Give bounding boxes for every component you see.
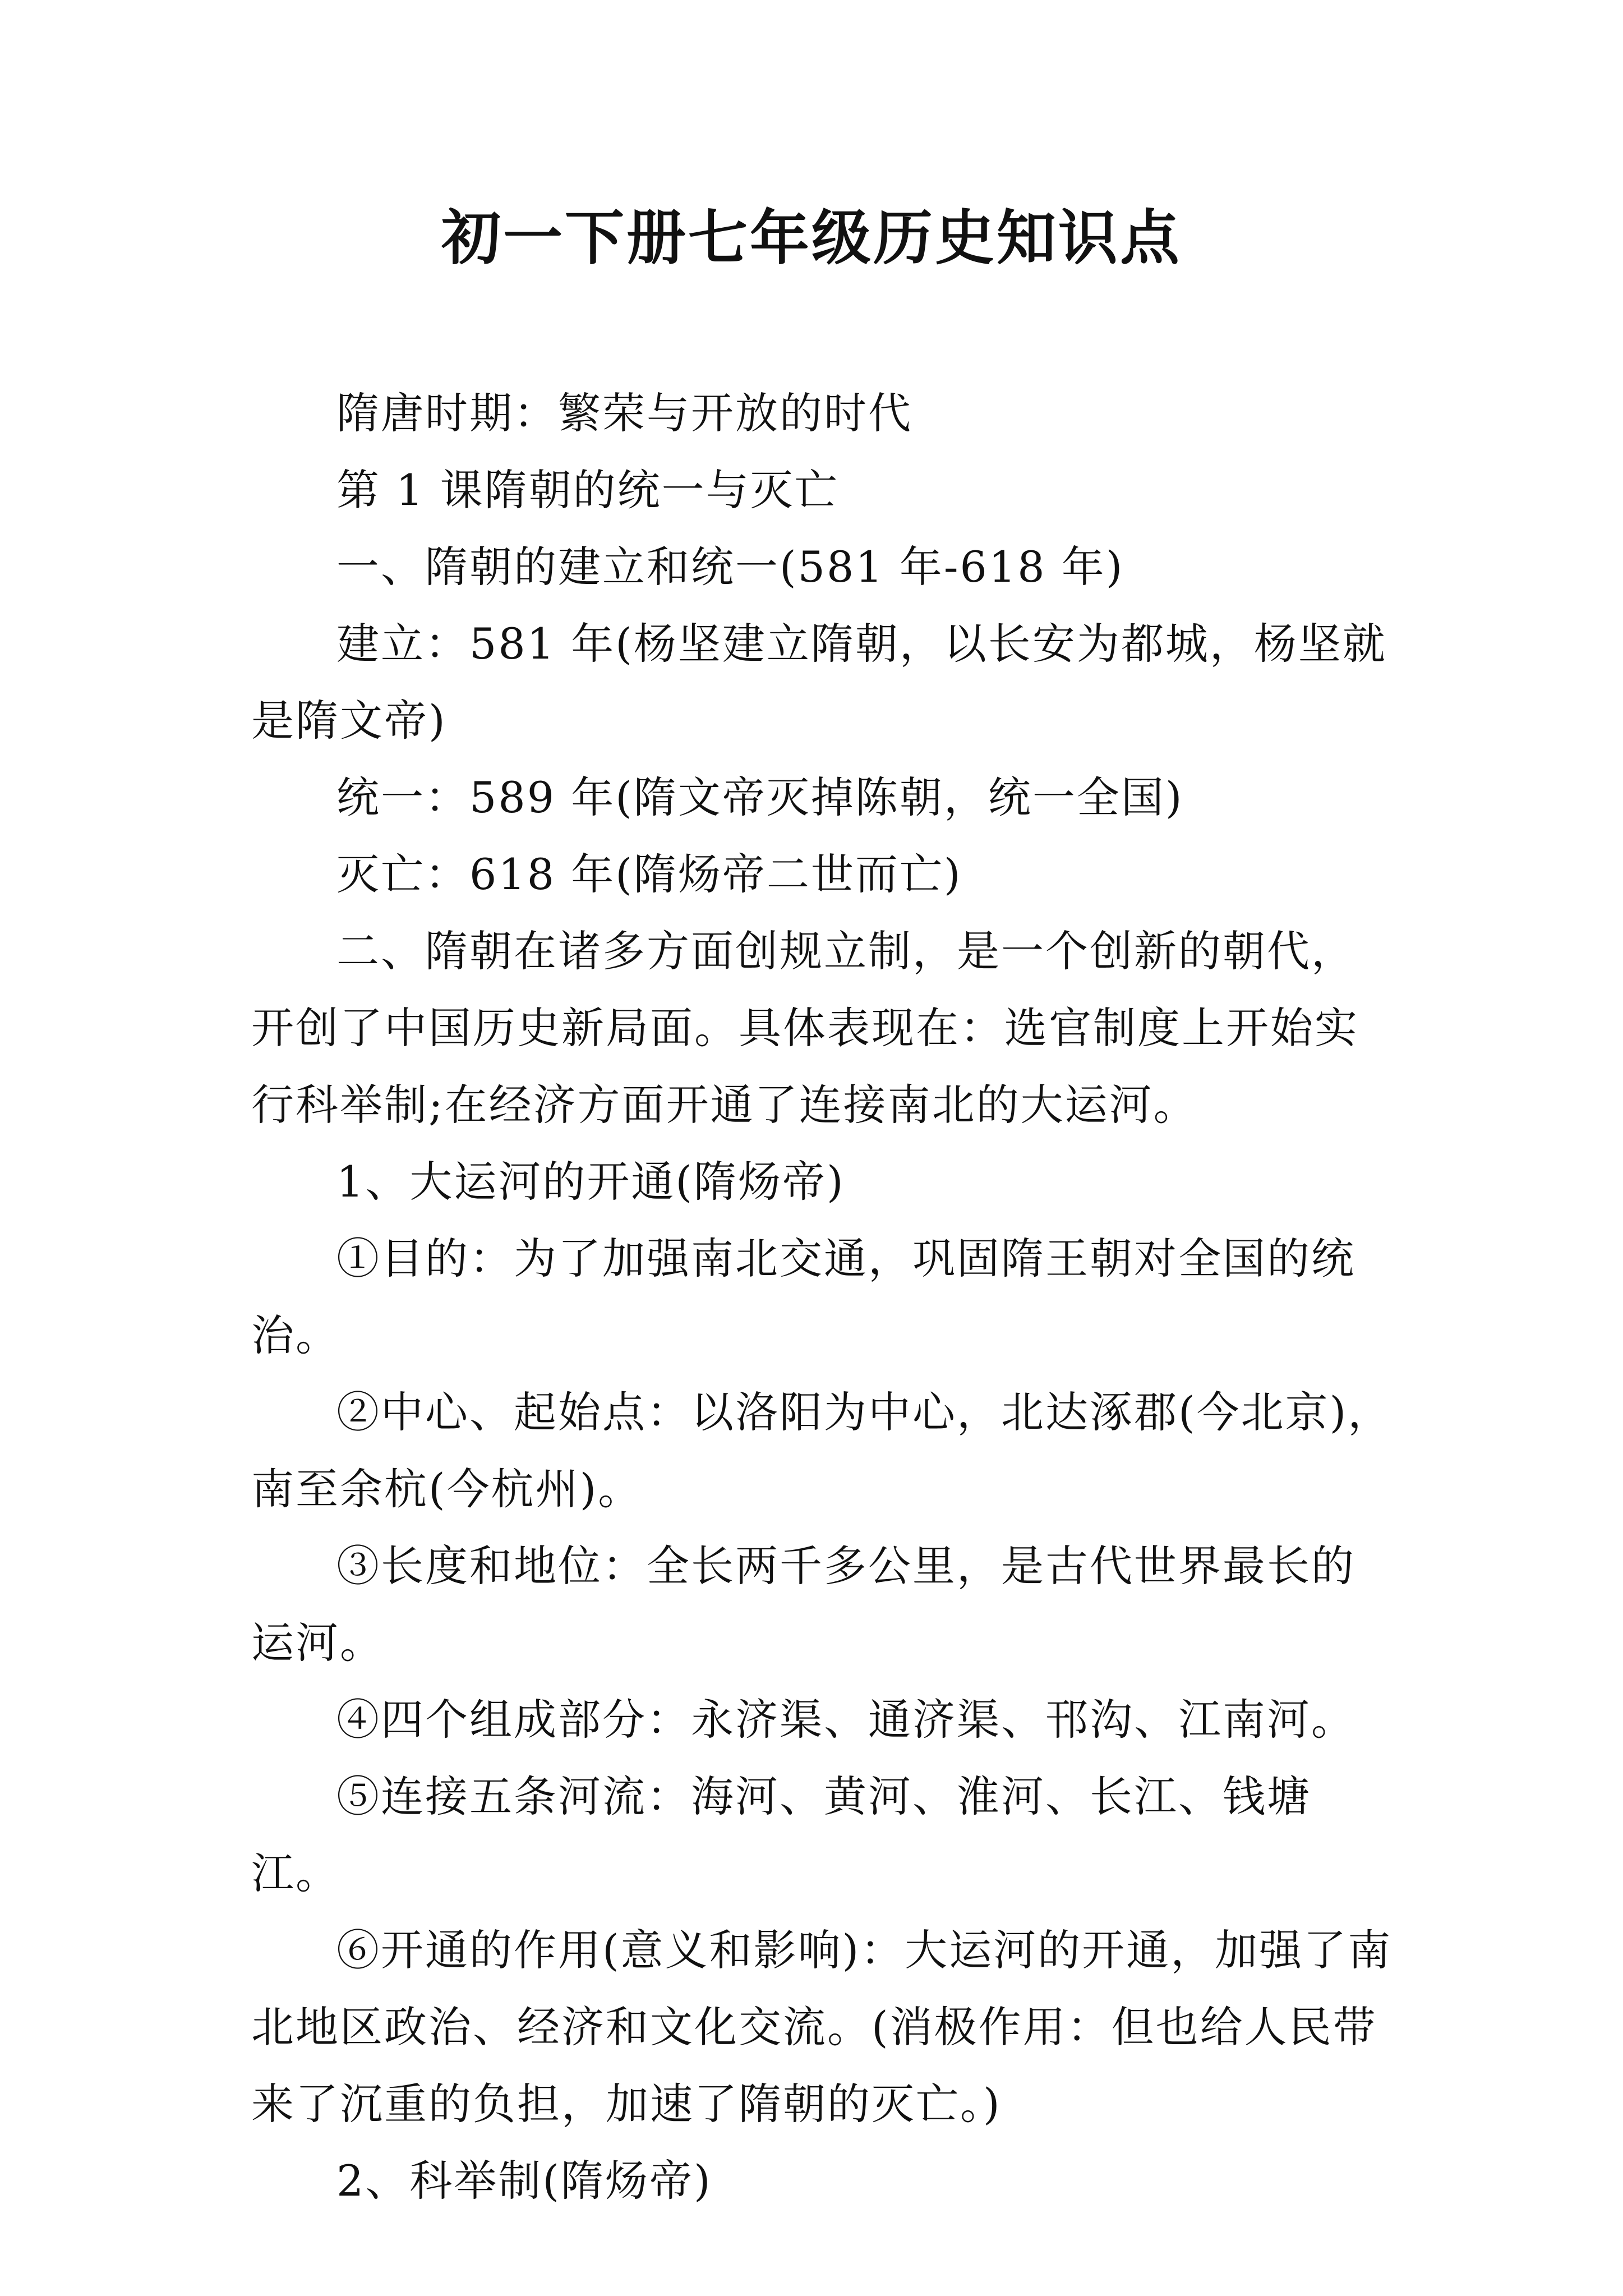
list-item-purpose: ①目的：为了加强南北交通，巩固隋王朝对全国的统治。 (251, 1234, 1355, 1360)
list-item-length: ③长度和地位：全长两千多公里，是古代世界最长的运河。 (251, 1541, 1355, 1668)
section-heading-establishment: 一、隋朝的建立和统一(581 年-618 年) (336, 542, 1124, 592)
paragraph-establish: 建立：581 年(杨坚建立隋朝，以长安为都城，杨坚就是隋文帝) (251, 619, 1387, 746)
list-item-significance: ⑥开通的作用(意义和影响)：大运河的开通，加强了南北地区政治、经济和文化交流。(消极作用：但也给人民带来了沉重的负担，加速了隋朝的灭亡。) (251, 1925, 1393, 2129)
list-item-rivers: ⑤连接五条河流：海河、黄河、淮河、长江、钱塘江。 (251, 1772, 1311, 1898)
document-body (251, 375, 1395, 2219)
list-item-components: ④四个组成部分：永济渠、通济渠、邗沟、江南河。 (336, 1695, 1355, 1745)
subheading-imperial-exam: 2、科举制(隋炀帝) (336, 2156, 712, 2206)
paragraph-unify: 统一：589 年(隋文帝灭掉陈朝，统一全国) (336, 772, 1184, 822)
section-heading-period: 隋唐时期：繁荣与开放的时代 (336, 388, 912, 438)
list-item-center: ②中心、起始点：以洛阳为中心，北达涿郡(今北京)，南至余杭(今杭州)。 (251, 1387, 1393, 1514)
document-title: 初一下册七年级历史知识点 (441, 204, 1182, 273)
lesson-heading: 第 1 课隋朝的统一与灭亡 (336, 465, 839, 515)
subheading-grand-canal: 1、大运河的开通(隋炀帝) (336, 1157, 845, 1207)
section-heading-innovation: 二、隋朝在诸多方面创规立制，是一个创新的朝代，开创了中国历史新局面。具体表现在：选官制度上开始实行科举制;在经济方面开通了连接南北的大运河。 (251, 926, 1359, 1130)
paragraph-fall: 灭亡：618 年(隋炀帝二世而亡) (336, 849, 962, 899)
